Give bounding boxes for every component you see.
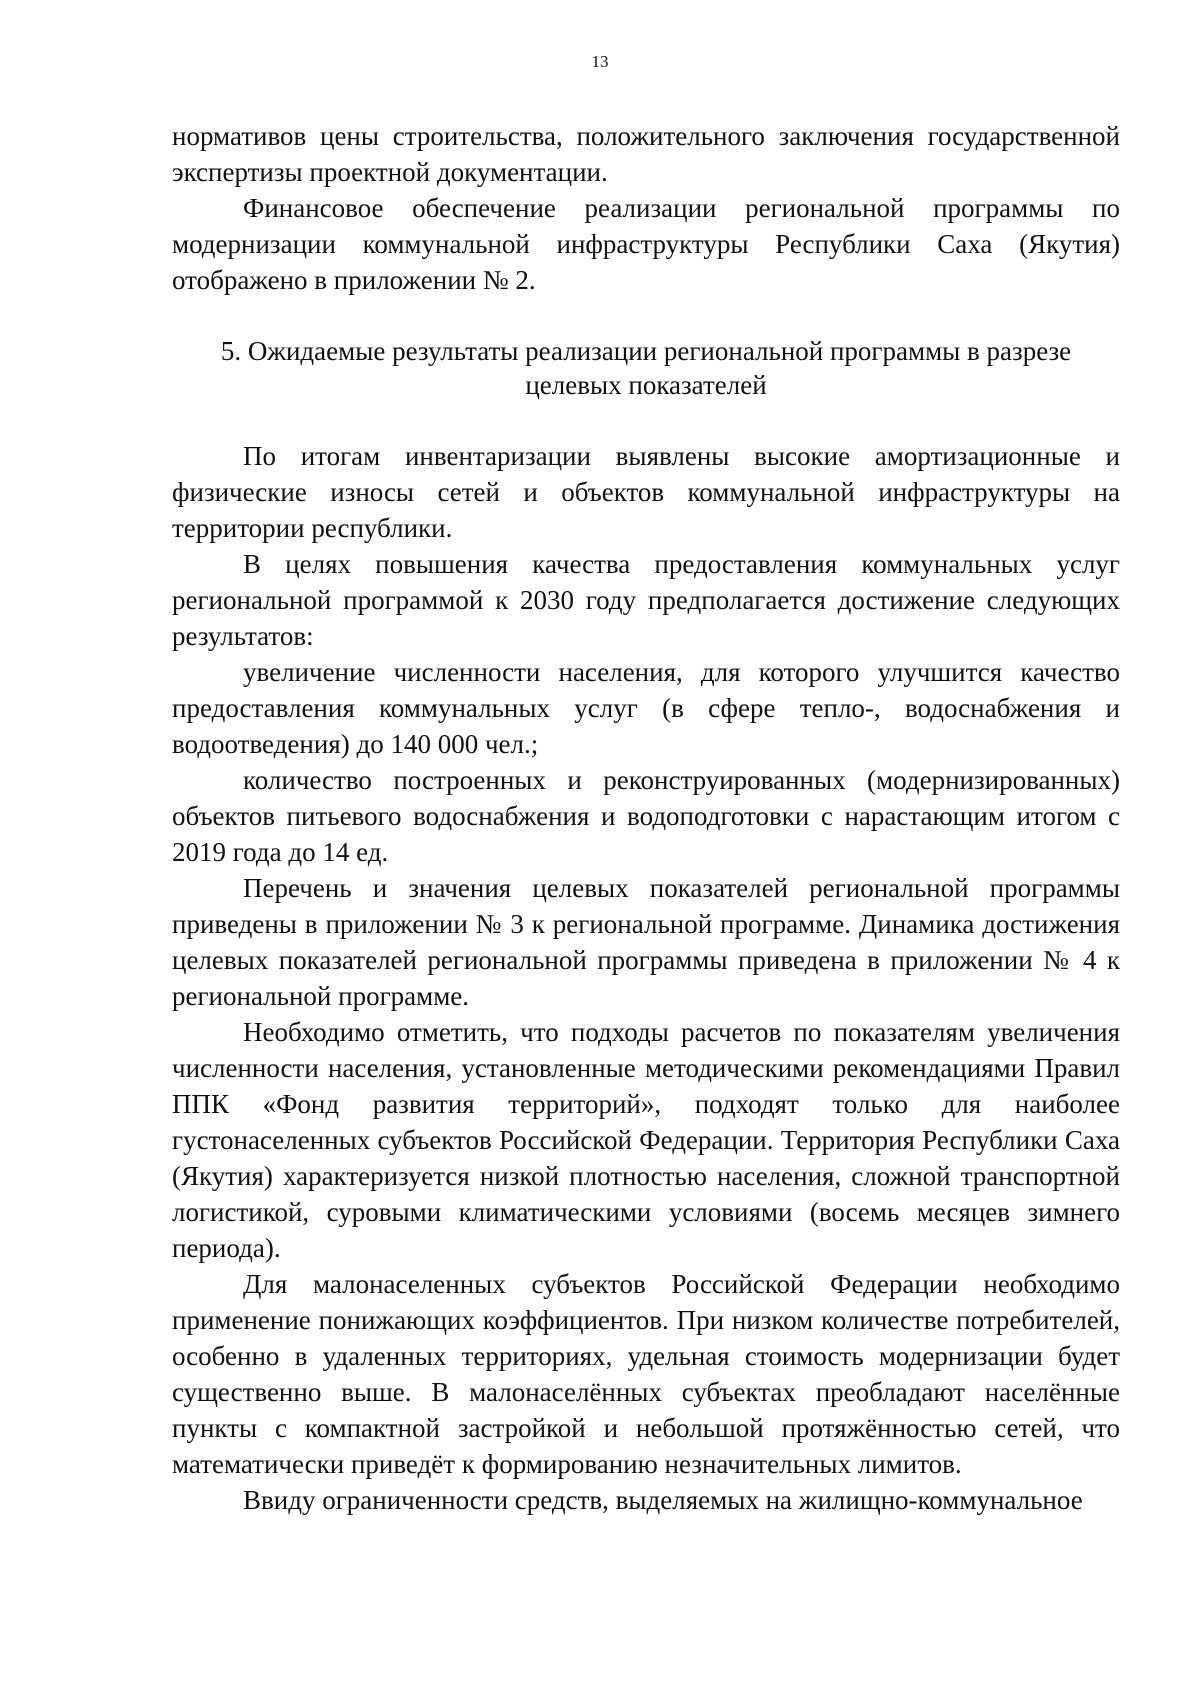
paragraph-indicators: Перечень и значения целевых показателей региональной программы приведены в приложении № 3 к региональной программе. Динамика достижения целевых показателей региональной программы приведена в приложении № 4 к региональной программе. xyxy=(172,873,1120,1011)
document-body xyxy=(172,118,1120,1518)
section-heading-line-1: 5. Ожидаемые результаты реализации региональной программы в разрезе xyxy=(220,336,1072,366)
paragraph-inventory: По итогам инвентаризации выявлены высокие амортизационные и физические износы сетей и объектов коммунальной инфраструктуры на территории республики. xyxy=(172,441,1120,543)
paragraph-limited-funds: Ввиду ограниченности средств, выделяемых на жилищно-коммунальное xyxy=(243,1485,1083,1515)
paragraph-continuation: нормативов цены строительства, положительного заключения государственной экспертизы проектной документации. xyxy=(172,121,1120,187)
paragraph-financing: Финансовое обеспечение реализации региональной программы по модернизации коммунальной инфраструктуры Республики Саха (Якутия) отображено в приложении № 2. xyxy=(172,193,1120,295)
paragraph-low-population: Для малонаселенных субъектов Российской Федерации необходимо применение понижающих коэффициентов. При низком количестве потребителей, особенно в удаленных территориях, удельная стоимость модернизации будет существенно выше. В малонаселённых субъектах преобладают населённые пункты с компактной застройкой и небольшой протяжённостью сетей, что математически приведёт к формированию незначительных лимитов. xyxy=(172,1269,1120,1479)
paragraph-goals: В целях повышения качества предоставления коммунальных услуг региональной программой к 2030 году предполагается достижение следующих результатов: xyxy=(172,549,1120,651)
paragraph-result-population: увеличение численности населения, для которого улучшится качество предоставления коммунальных услуг (в сфере тепло-, водоснабжения и водоотведения) до 140 000 чел.; xyxy=(172,657,1120,759)
section-heading-line-2: целевых показателей xyxy=(525,370,767,400)
paragraph-result-facilities: количество построенных и реконструированных (модернизированных) объектов питьевого водоснабжения и водоподготовки с нарастающим итогом с 2019 года до 14 ед. xyxy=(172,765,1120,867)
paragraph-methodology-note: Необходимо отметить, что подходы расчетов по показателям увеличения численности населения, установленные методическими рекомендациями Правил ППК «Фонд развития территорий», подходят только для наиболее густонаселенных субъектов Российской Федерации. Территория Республики Саха (Якутия) характеризуется низкой плотностью населения, сложной транспортной логистикой, суровыми климатическими условиями (восемь месяцев зимнего периода). xyxy=(172,1017,1120,1263)
page-number: 13 xyxy=(591,52,609,71)
section-heading xyxy=(172,334,1120,402)
